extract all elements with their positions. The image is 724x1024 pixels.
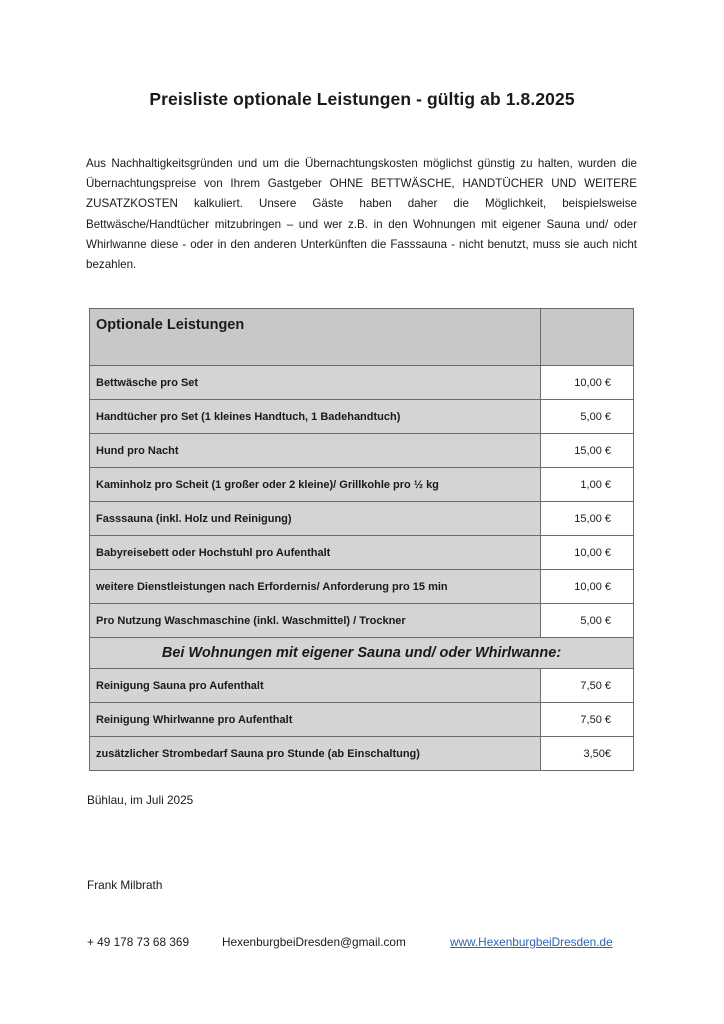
footer-phone: + 49 178 73 68 369 bbox=[87, 935, 190, 949]
table-header-label: Optionale Leistungen bbox=[90, 309, 541, 366]
service-label: Reinigung Whirlwanne pro Aufenthalt bbox=[90, 703, 541, 737]
service-price: 15,00 € bbox=[540, 434, 633, 468]
service-price: 10,00 € bbox=[540, 366, 633, 400]
service-price: 15,00 € bbox=[540, 502, 633, 536]
table-header-price-cell bbox=[540, 309, 633, 366]
footer-website-link[interactable]: www.HexenburgbeiDresden.de bbox=[450, 935, 613, 949]
service-price: 7,50 € bbox=[540, 703, 633, 737]
sauna-subheader-row bbox=[90, 638, 634, 669]
table-row bbox=[90, 570, 634, 604]
service-label: Handtücher pro Set (1 kleines Handtuch, 1 Badehandtuch) bbox=[90, 400, 541, 434]
table-row bbox=[90, 536, 634, 570]
place-date: Bühlau, im Juli 2025 bbox=[87, 793, 194, 807]
service-label: Hund pro Nacht bbox=[90, 434, 541, 468]
service-label: Fasssauna (inkl. Holz und Reinigung) bbox=[90, 502, 541, 536]
service-price: 5,00 € bbox=[540, 400, 633, 434]
service-label: Kaminholz pro Scheit (1 großer oder 2 kleine)/ Grillkohle pro ½ kg bbox=[90, 468, 541, 502]
service-label: zusätzlicher Strombedarf Sauna pro Stunde (ab Einschaltung) bbox=[90, 737, 541, 771]
service-price: 1,00 € bbox=[540, 468, 633, 502]
sauna-subheader: Bei Wohnungen mit eigener Sauna und/ oder Whirlwanne: bbox=[90, 638, 634, 669]
table-header-row bbox=[90, 309, 634, 366]
table-row bbox=[90, 400, 634, 434]
service-price: 7,50 € bbox=[540, 669, 633, 703]
service-label: Pro Nutzung Waschmaschine (inkl. Waschmittel) / Trockner bbox=[90, 604, 541, 638]
document-title: Preisliste optionale Leistungen - gültig ab 1.8.2025 bbox=[149, 89, 575, 109]
service-price: 3,50€ bbox=[540, 737, 633, 771]
service-price: 10,00 € bbox=[540, 570, 633, 604]
service-price: 5,00 € bbox=[540, 604, 633, 638]
service-label: weitere Dienstleistungen nach Erfordernis/ Anforderung pro 15 min bbox=[90, 570, 541, 604]
table-row bbox=[90, 434, 634, 468]
table-row bbox=[90, 703, 634, 737]
footer-email: HexenburgbeiDresden@gmail.com bbox=[222, 935, 406, 949]
service-label: Babyreisebett oder Hochstuhl pro Aufenthalt bbox=[90, 536, 541, 570]
table-row bbox=[90, 604, 634, 638]
service-label: Bettwäsche pro Set bbox=[90, 366, 541, 400]
table-row bbox=[90, 468, 634, 502]
signature-name: Frank Milbrath bbox=[87, 878, 163, 892]
table-row bbox=[90, 366, 634, 400]
service-price: 10,00 € bbox=[540, 536, 633, 570]
price-table bbox=[89, 308, 634, 771]
service-label: Reinigung Sauna pro Aufenthalt bbox=[90, 669, 541, 703]
table-row bbox=[90, 737, 634, 771]
table-row bbox=[90, 502, 634, 536]
intro-paragraph: Aus Nachhaltigkeitsgründen und um die Übernachtungskosten möglichst günstig zu halten, wurden die Übernachtungspreise von Ihrem Gastgeber OHNE BETTWÄSCHE, HANDTÜCHER UND WEITERE ZUSATZKOSTEN kalkuliert. Unsere Gäste haben daher die Möglichkeit, beispielsweise Bettwäsche/Handtücher mitzubringen – und wer z.B. in den Wohnungen mit eigener Sauna und/ oder Whirlwanne diese - oder in den anderen Unterkünften die Fasssauna - nicht benutzt, muss sie auch nicht bezahlen. bbox=[86, 157, 637, 272]
table-row bbox=[90, 669, 634, 703]
